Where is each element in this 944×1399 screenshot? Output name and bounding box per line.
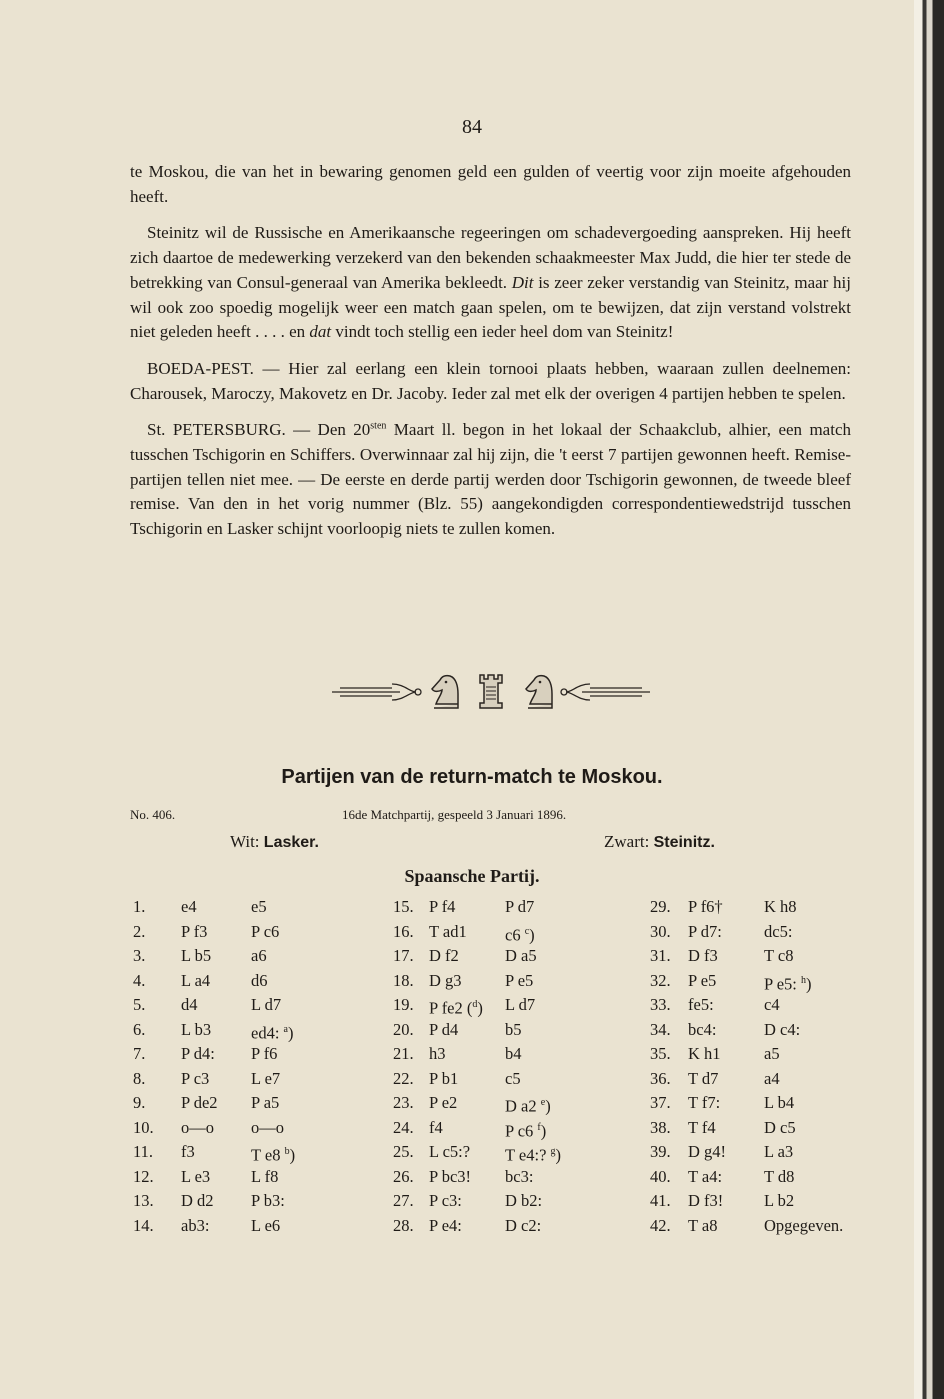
white-move: P fe2 ($^d$) (429, 998, 483, 1018)
white-move-text: D f3 (688, 946, 718, 965)
white-move-text: P b1 (429, 1068, 459, 1088)
white-move-text: f3 (181, 1142, 195, 1161)
paragraph (130, 357, 851, 406)
white-move (688, 969, 716, 994)
black-move (764, 1042, 780, 1067)
move-number: 30. (650, 921, 671, 941)
white-move-text: T a4: (688, 1166, 723, 1186)
chess-ornament (330, 670, 652, 710)
black-move-text: L a3 (764, 1142, 794, 1161)
white-move-text: f4 (429, 1117, 443, 1137)
black-move (505, 1042, 522, 1067)
black-move-text: c5 (505, 1068, 521, 1088)
move-number: 29. (650, 897, 671, 916)
white-move-text: D f3! (688, 1191, 724, 1210)
paragraph (130, 221, 851, 345)
black-move (251, 1189, 285, 1214)
black-move: T e4:? $^g$) (505, 1145, 562, 1165)
move-number: 3. (133, 946, 146, 965)
white-move-text: d4 (181, 995, 198, 1014)
knight-icon (526, 676, 552, 708)
text-run: te Moskou, die van het in bewaring genomen geld een gulden of veertig voor zijn moeite afgehouden heeft. (130, 162, 851, 206)
white-move (688, 1018, 716, 1043)
black-move-text: D c4: (764, 1019, 801, 1039)
white-move (688, 1067, 718, 1092)
move-number: 2. (133, 921, 146, 941)
move-number: 25. (393, 1142, 414, 1161)
black-move-text: L d7 (505, 995, 536, 1014)
black-move-text: b5 (505, 1019, 522, 1039)
white-move (181, 1091, 218, 1116)
white-move-text: T a8 (688, 1215, 718, 1235)
move-number: 28. (393, 1215, 414, 1235)
paragraph (130, 160, 851, 209)
white-move (181, 1018, 211, 1043)
white-move (181, 1067, 209, 1092)
move-number: 40. (650, 1166, 671, 1186)
white-name: Lasker. (263, 834, 319, 851)
white-move (688, 895, 723, 920)
white-move-text: T f4 (688, 1117, 716, 1137)
move-number: 33. (650, 995, 671, 1014)
move-number: 8. (133, 1068, 146, 1088)
white-move-text: bc4: (688, 1019, 717, 1039)
black-move (251, 969, 268, 994)
black-move-text: L e7 (251, 1068, 281, 1088)
footnote-mark: d (472, 999, 478, 1010)
text-run: is zeer zeker verstandig van Steinitz, maar hij wil ook zoo spoedig mogelijk weer een match gaan spelen, om te bewijzen, dat zijn verstand volstrekt niet geleden heeft . . . . en (130, 272, 851, 342)
move-number: 6. (133, 1019, 146, 1039)
black-move (764, 1140, 793, 1165)
white-move-text: P de2 (181, 1093, 218, 1112)
text-run: Maart ll. begon in het lokaal der Schaakclub, alhier, een match tusschen Tschigorin en Schiffers. Overwinnaar zal hij zijn, die 't eerst 7 partijen gewonnen heeft. Remise-partijen tellen niet mee. — De eerste en derde partij werden door Tschigorin gewonnen, de tweede bleef remise. Van den in het vorig nummer (Blz. 55) aangekondigden correspondentiewedstrijd tusschen Tschigorin en Lasker schijnt voorloopig niets te zullen komen. (130, 420, 851, 539)
white-move-text: P f3 (181, 921, 208, 941)
footnote-mark: a (283, 1023, 288, 1035)
section-title: Partijen van de return-match te Moskou. (281, 766, 663, 788)
black-move (505, 993, 535, 1018)
white-move-text: h3 (429, 1044, 446, 1063)
white-move (429, 1214, 462, 1239)
black-move-text: T e8 (251, 1145, 281, 1165)
move-number: 32. (650, 970, 671, 990)
white-move (688, 1091, 720, 1116)
black-move-text: P d7 (505, 897, 535, 916)
move-number: 20. (393, 1019, 414, 1039)
white-move-text: P d4: (181, 1044, 215, 1063)
black-move (764, 895, 797, 920)
white-move (181, 1140, 195, 1165)
black-move (764, 944, 793, 969)
black-move (251, 1116, 284, 1141)
move-number: 4. (133, 970, 146, 990)
white-move (181, 1116, 214, 1141)
black-move-text: L e6 (251, 1215, 281, 1235)
italic-text: Dit (511, 272, 534, 292)
move-number: 15. (393, 897, 414, 916)
black-move (505, 895, 534, 920)
book-spine-edge (914, 0, 944, 1399)
black-move-text: P e5 (505, 970, 534, 990)
white-move (429, 1067, 458, 1092)
white-move (688, 1189, 723, 1214)
footnote-mark: b (284, 1146, 290, 1157)
black-move-text: L f8 (251, 1166, 279, 1186)
white-player (230, 832, 319, 852)
white-move-text: L b5 (181, 946, 212, 965)
black-move-text: a4 (764, 1068, 780, 1088)
white-move (688, 920, 722, 945)
black-move-text: L d7 (251, 995, 282, 1014)
white-move (688, 944, 718, 969)
italic-text: dat (309, 322, 332, 342)
move-number: 18. (393, 970, 414, 990)
move-number: 36. (650, 1068, 671, 1088)
move-number: 21. (393, 1044, 414, 1063)
black-move-text: P e5: (764, 974, 797, 993)
black-move (251, 895, 267, 920)
black-player (604, 832, 715, 852)
white-move-text: P d7: (688, 921, 722, 941)
black-move: ed4: $^a$) (251, 1023, 294, 1042)
black-move (251, 1165, 278, 1190)
white-move-text: P c3 (181, 1068, 210, 1088)
black-move (251, 1067, 280, 1092)
black-label: Zwart: (604, 832, 654, 851)
black-move-text: P c6 (505, 1121, 534, 1140)
black-move (505, 1214, 541, 1239)
black-move (764, 920, 792, 945)
black-move (764, 1067, 780, 1092)
white-move-text: e4 (181, 897, 197, 916)
white-move-text: P e5 (688, 970, 717, 990)
move-number: 1. (133, 897, 146, 916)
black-move (764, 993, 780, 1018)
move-number: 17. (393, 946, 414, 965)
white-move (181, 944, 211, 969)
white-move-text: L a4 (181, 970, 211, 990)
black-move-text: P c6 (251, 921, 280, 941)
white-move-text: P c3: (429, 1191, 462, 1210)
white-move-text: P d4 (429, 1019, 459, 1039)
black-move-text: L b2 (764, 1191, 795, 1210)
black-move-text: ed4: (251, 1023, 280, 1042)
superscript: sten (370, 420, 387, 432)
white-move-text: P bc3! (429, 1166, 472, 1186)
black-move-text: dc5: (764, 921, 793, 941)
white-move (688, 993, 714, 1018)
move-number: 38. (650, 1117, 671, 1137)
move-number: 42. (650, 1215, 671, 1235)
black-move-text: P f6 (251, 1044, 278, 1063)
white-move (429, 1091, 457, 1116)
white-move (429, 1140, 470, 1165)
move-number: 39. (650, 1142, 671, 1161)
black-move-text: D a5 (505, 946, 537, 965)
black-move (505, 944, 537, 969)
white-move-text: T d7 (688, 1068, 719, 1088)
game-number: No. 406. (130, 807, 176, 822)
white-move (181, 1165, 210, 1190)
rook-icon (480, 675, 502, 708)
black-move: c6 $^c$) (505, 925, 535, 944)
move-number: 12. (133, 1166, 154, 1186)
move-number: 35. (650, 1044, 671, 1063)
white-move (429, 920, 467, 945)
white-move (429, 969, 462, 994)
white-move (429, 1165, 471, 1190)
white-move-text: o—o (181, 1117, 214, 1137)
white-move-text: fe5: (688, 995, 714, 1014)
white-move (688, 1042, 721, 1067)
black-move-text: K h8 (764, 897, 797, 916)
white-move-text: P e2 (429, 1093, 458, 1112)
black-move-text: o—o (251, 1117, 284, 1137)
text-run: St. PETERSBURG. — Den 20 (147, 420, 371, 440)
game-description: 16de Matchpartij, gespeeld 3 Januari 1896. (342, 807, 567, 822)
article-body (130, 160, 851, 554)
white-move-text: P e4: (429, 1215, 462, 1235)
footnote-mark: g (550, 1146, 556, 1157)
black-move-text: P b3: (251, 1191, 285, 1210)
black-move-text: b4 (505, 1044, 522, 1063)
black-move-text: T e4:? (505, 1145, 547, 1165)
black-move (505, 1067, 521, 1092)
white-move-text: K h1 (688, 1044, 721, 1063)
white-move-text: ab3: (181, 1215, 210, 1235)
white-move (688, 1214, 717, 1239)
black-move (764, 1116, 796, 1141)
move-number: 16. (393, 921, 414, 941)
text-run: vindt toch stellig een ieder heel dom van Steinitz! (331, 322, 674, 342)
footnote-mark: f (537, 1121, 541, 1133)
white-move (181, 993, 198, 1018)
white-move-text: L b3 (181, 1019, 212, 1039)
white-move (688, 1165, 722, 1190)
page-number: 84 (462, 116, 482, 138)
black-move (764, 1091, 794, 1116)
white-move-text: L e3 (181, 1166, 211, 1186)
black-move-text: a5 (764, 1044, 780, 1063)
text-run: Steinitz wil de Russische en Amerikaansche regeeringen om schadevergoeding aanspreken. Hij heeft zich daartoe de medewerking verzekerd van den bekenden schaakmeester Max Judd, die hier ter stede de betrekking van Consul-generaal van Amerika bekleedt. (130, 223, 851, 292)
white-move (429, 1189, 462, 1214)
move-number: 23. (393, 1093, 414, 1112)
black-move-text: a6 (251, 946, 267, 965)
black-move-text: D c2: (505, 1215, 542, 1235)
black-move (764, 1189, 794, 1214)
knight-icon (432, 676, 458, 708)
move-number: 13. (133, 1191, 154, 1210)
white-move-text: D g4! (688, 1142, 727, 1161)
move-number: 24. (393, 1117, 414, 1137)
footnote-mark: c (524, 925, 530, 937)
white-move (688, 1140, 726, 1165)
move-number: 14. (133, 1215, 154, 1235)
black-move: P e5: $^h$) (764, 974, 812, 993)
white-move-text: D d2 (181, 1191, 214, 1210)
move-number: 10. (133, 1117, 154, 1137)
move-number: 37. (650, 1093, 671, 1112)
black-move-text: T c8 (764, 946, 794, 965)
move-number: 7. (133, 1044, 146, 1063)
white-move (429, 1116, 443, 1141)
move-number: 26. (393, 1166, 414, 1186)
white-move (181, 1042, 215, 1067)
black-move-text: d6 (251, 970, 268, 990)
white-move (429, 1042, 446, 1067)
move-number: 27. (393, 1191, 414, 1210)
black-move (251, 1091, 279, 1116)
white-move-text: L c5:? (429, 1142, 471, 1161)
white-move (181, 895, 197, 920)
black-move-text: P a5 (251, 1093, 280, 1112)
move-number: 5. (133, 995, 146, 1014)
black-move-text: e5 (251, 897, 267, 916)
move-number: 9. (133, 1093, 146, 1112)
move-number: 41. (650, 1191, 671, 1210)
white-label: Wit: (230, 832, 264, 851)
white-move-text: D g3 (429, 970, 462, 990)
white-move-text: P f4 (429, 897, 456, 916)
black-move (505, 1018, 522, 1043)
black-move-text: D a2 (505, 1096, 537, 1116)
black-move (505, 1165, 533, 1190)
black-move-text: L b4 (764, 1093, 795, 1112)
black-move-text: T d8 (764, 1166, 795, 1186)
black-move-text: c6 (505, 925, 521, 944)
footnote-mark: e (540, 1097, 546, 1108)
move-number: 34. (650, 1019, 671, 1039)
white-move (429, 895, 455, 920)
white-move (429, 944, 459, 969)
black-move (251, 993, 281, 1018)
black-move (764, 1165, 794, 1190)
footnote-mark: h (800, 974, 806, 986)
black-move: D a2 $^e$) (505, 1096, 551, 1116)
move-number: 22. (393, 1068, 414, 1088)
black-move-text: D b2: (505, 1191, 543, 1210)
move-number: 11. (133, 1142, 154, 1161)
white-move (181, 969, 210, 994)
black-move (764, 1214, 843, 1239)
white-move-text: P f6† (688, 897, 723, 916)
white-move (429, 1018, 458, 1043)
black-move (764, 1018, 800, 1043)
opening-name: Spaansche Partij. (404, 866, 540, 886)
black-move (251, 1214, 280, 1239)
black-move: T e8 $^b$) (251, 1145, 296, 1165)
black-move (505, 969, 533, 994)
black-move (251, 920, 279, 945)
black-move-text: bc3: (505, 1166, 534, 1186)
white-move-text: D f2 (429, 946, 459, 965)
text-run: BOEDA-PEST. — Hier zal eerlang een klein tornooi plaats hebben, waaraan zullen deelnemen: Charousek, Maroczy, Makovetz en Dr. Jacoby. Ieder zal met elk der overigen 4 partijen hebben te spelen. (130, 358, 851, 403)
black-name: Steinitz. (653, 834, 715, 851)
white-move (688, 1116, 716, 1141)
black-move (505, 1189, 542, 1214)
move-number: 31. (650, 946, 671, 965)
white-move (181, 920, 207, 945)
black-move (251, 944, 267, 969)
white-move-text: T f7: (688, 1093, 721, 1112)
black-move-text: c4 (764, 995, 780, 1014)
white-move-text: P fe2 (429, 998, 463, 1018)
paragraph (130, 418, 851, 542)
black-move (251, 1042, 277, 1067)
black-move-text: D c5 (764, 1117, 796, 1137)
white-move-text: T ad1 (429, 921, 467, 941)
move-number: 19. (393, 995, 414, 1014)
white-move (181, 1214, 209, 1239)
black-move: P c6 $^f$) (505, 1121, 547, 1140)
black-move-text: Opgegeven. (764, 1215, 844, 1235)
white-move (181, 1189, 214, 1214)
